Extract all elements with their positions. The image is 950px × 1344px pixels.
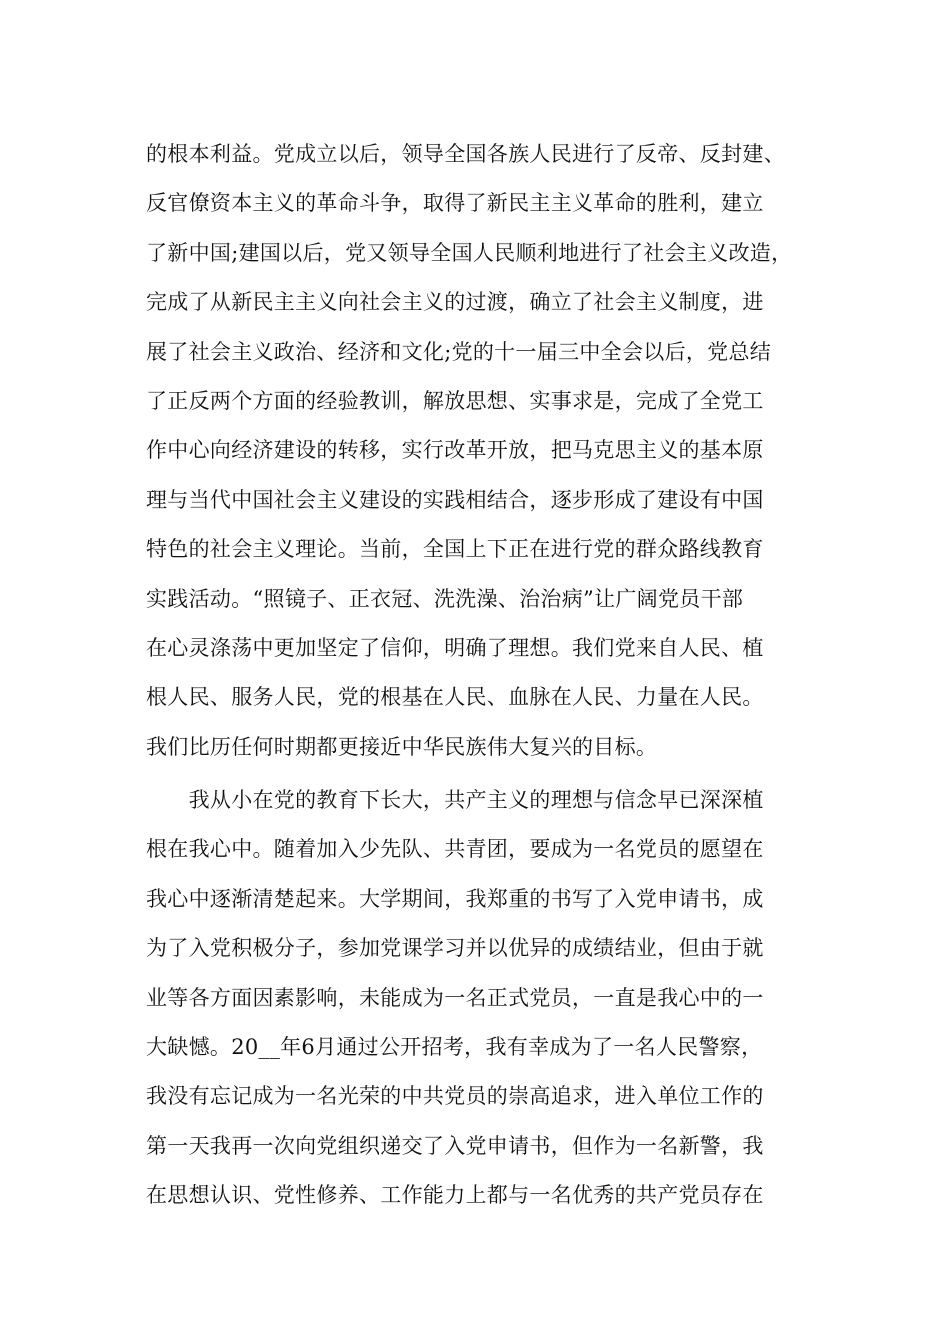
text-line: 完成了从新民主主义向社会主义的过渡，确立了社会主义制度，进 [146, 290, 764, 315]
text-line: 了新中国;建国以后，党又领导全国人民顺利地进行了社会主义改造， [146, 240, 793, 265]
text-line: 展了社会主义政治、经济和文化;党的十一届三中全会以后，党总结 [146, 339, 772, 364]
text-line: 根在我心中。随着加入少先队、共青团，要成为一名党员的愿望在 [146, 837, 764, 862]
text-line: 第一天我再一次向党组织递交了入党申请书，但作为一名新警，我 [146, 1133, 764, 1158]
text-line: 实践活动。“照镜子、正衣冠、洗洗澡、治治病”让广阔党员干部 [146, 586, 744, 611]
text-line: 根人民、服务人民，党的根基在人民、血脉在人民、力量在人民。 [146, 685, 764, 710]
paragraph-1 [146, 130, 846, 772]
text-line: 的根本利益。党成立以后，领导全国各族人民进行了反帝、反封建、 [146, 142, 785, 166]
text-line: 了正反两个方面的经验教训，解放思想、实事求是，完成了全党工 [146, 388, 764, 413]
text-line: 作中心向经济建设的转移，实行改革开放，把马克思主义的基本原 [146, 438, 764, 463]
text-line: 大缺憾。20__年6月通过公开招考，我有幸成为了一名人民警察， [146, 1035, 763, 1060]
text-line: 我们比历任何时期都更接近中华民族伟大复兴的目标。 [146, 734, 658, 759]
text-line: 理与当代中国社会主义建设的实践相结合，逐步形成了建设有中国 [146, 487, 764, 512]
text-line: 特色的社会主义理论。当前，全国上下正在进行党的群众路线教育 [146, 537, 764, 562]
paragraph-2 [146, 776, 846, 1221]
text-line: 我心中逐渐清楚起来。大学期间，我郑重的书写了入党申请书，成 [146, 886, 764, 911]
document-body [146, 130, 846, 1221]
text-line: 在心灵涤荡中更加坚定了信仰，明确了理想。我们党来自人民、植 [146, 635, 764, 660]
text-line: 业等各方面因素影响，未能成为一名正式党员，一直是我心中的一 [146, 985, 764, 1010]
text-line: 我没有忘记成为一名光荣的中共党员的崇高追求，进入单位工作的 [146, 1084, 764, 1109]
text-line: 反官僚资本主义的革命斗争，取得了新民主主义革命的胜利，建立 [146, 191, 764, 216]
text-line: 在思想认识、党性修养、工作能力上都与一名优秀的共产党员存在 [146, 1183, 764, 1208]
text-line: 为了入党积极分子，参加党课学习并以优异的成绩结业，但由于就 [146, 936, 764, 961]
text-line: 我从小在党的教育下长大，共产主义的理想与信念早已深深植 [146, 788, 764, 813]
